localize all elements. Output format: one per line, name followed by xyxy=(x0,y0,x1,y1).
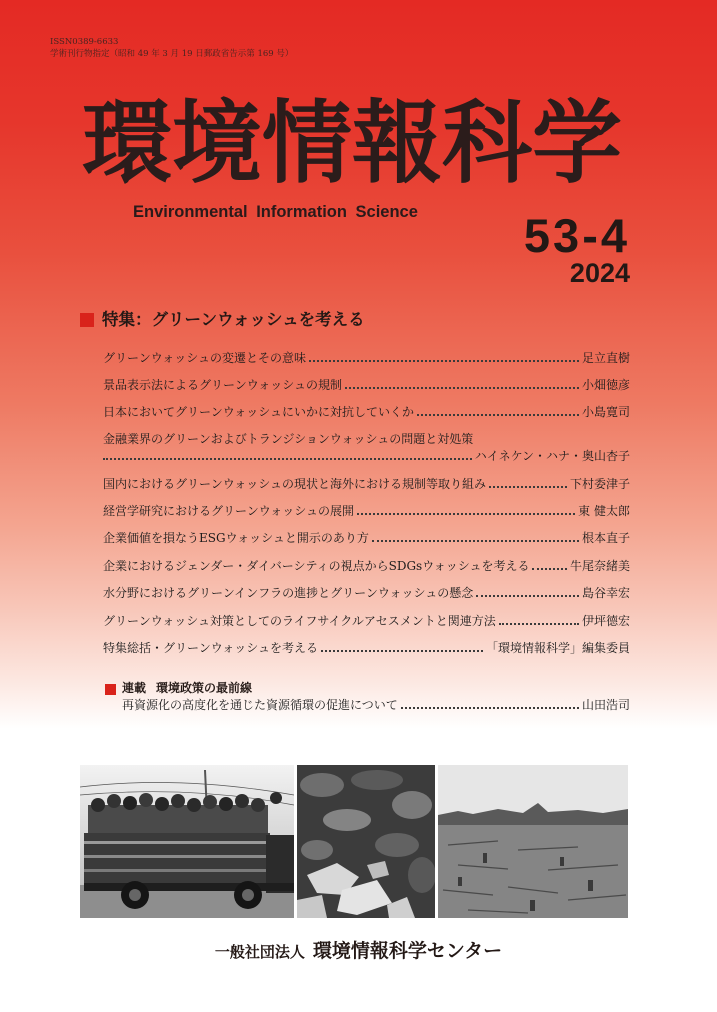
toc-leader xyxy=(489,486,567,488)
series-entry-title: 再資源化の高度化を通じた資源循環の促進について xyxy=(122,698,398,712)
issn: ISSN0389-6633 xyxy=(50,37,119,47)
series-heading xyxy=(122,680,252,696)
toc-entry-author: 「環境情報科学」編集委員 xyxy=(485,641,630,655)
toc-entry-continuation xyxy=(103,448,630,464)
series-entry-author: 山田浩司 xyxy=(581,698,630,712)
toc-entry xyxy=(103,585,630,601)
photo-truck xyxy=(80,765,294,918)
toc-leader xyxy=(357,513,575,515)
toc-entry-title: 景品表示法によるグリーンウォッシュの規制 xyxy=(103,378,343,392)
toc-entry-title: グリーンウォッシュの変遷とその意味 xyxy=(103,351,307,365)
toc-leader xyxy=(476,595,579,597)
toc-entry-author: 下村委津子 xyxy=(569,477,630,491)
toc-leader xyxy=(401,707,579,709)
toc-entry-author: 伊坪德宏 xyxy=(581,614,630,628)
series-label: 連載 xyxy=(122,681,147,695)
feature-heading: 特集：グリーンウォッシュを考える xyxy=(102,310,365,329)
toc-entry-author: 足立直樹 xyxy=(581,351,630,365)
cover-photos xyxy=(80,765,630,918)
toc-leader xyxy=(532,568,567,570)
photo-waste-in-vegetation xyxy=(297,765,435,918)
toc-leader xyxy=(103,458,472,460)
toc-entry xyxy=(103,377,630,393)
toc-entry xyxy=(103,431,630,447)
toc-leader xyxy=(417,414,579,416)
toc-entry xyxy=(103,613,630,629)
toc-leader xyxy=(372,540,579,542)
toc-entry-author: 牛尾奈緒美 xyxy=(569,559,630,573)
toc-entry xyxy=(103,350,630,366)
toc-entry xyxy=(103,558,630,574)
issue-number: 53-4 xyxy=(523,209,630,262)
toc-entry-title: 企業価値を損なうESGウォッシュと開示のあり方 xyxy=(103,531,369,545)
series-entry xyxy=(122,697,630,713)
toc-entry-author: 東 健太郎 xyxy=(578,504,630,518)
toc-entry xyxy=(103,640,630,656)
toc-leader xyxy=(309,360,579,362)
toc-leader xyxy=(321,650,483,652)
publisher-type: 一般社団法人 xyxy=(214,943,305,961)
publication-designation: 学術刊行物指定（昭和 49 年 3 月 19 日郵政省告示第 169 号） xyxy=(50,49,294,59)
toc-entry-author: 小畑徳彦 xyxy=(581,378,630,392)
publisher-name: 環境情報科学センター xyxy=(312,940,503,962)
toc-entry xyxy=(103,476,630,492)
feature-marker-icon xyxy=(80,313,94,327)
toc-entry-author: 小島寛司 xyxy=(581,405,630,419)
toc-leader xyxy=(345,387,579,389)
toc-entry xyxy=(103,503,630,519)
toc-entry-author: 島谷幸宏 xyxy=(581,586,630,600)
series-marker-icon xyxy=(105,684,116,695)
toc-entry-title: 経営学研究におけるグリーンウォッシュの展開 xyxy=(103,504,355,518)
series-title: 環境政策の最前線 xyxy=(156,681,253,695)
toc-leader xyxy=(499,623,579,625)
journal-title: 環境情報科学 xyxy=(82,90,622,196)
publisher xyxy=(0,936,717,963)
toc-entry-author: ハイネケン・ハナ・奥山杏子 xyxy=(474,449,630,463)
issue-year: 2024 xyxy=(569,258,630,288)
toc-entry-title: グリーンウォッシュ対策としてのライフサイクルアセスメントと関連方法 xyxy=(103,614,496,628)
journal-title-english: Environmental Information Science xyxy=(133,203,418,221)
toc-entry-title: 日本においてグリーンウォッシュにいかに対抗していくか xyxy=(103,405,415,419)
toc-entry-title: 国内におけるグリーンウォッシュの現状と海外における規制等取り組み xyxy=(103,477,487,491)
toc-entry-title: 企業におけるジェンダー・ダイバーシティの視点からSDGsウォッシュを考える xyxy=(103,559,530,573)
toc-entry-title: 金融業界のグリーンおよびトランジションウォッシュの問題と対処策 xyxy=(103,432,474,446)
toc-entry xyxy=(103,530,630,546)
photo-deforested-land xyxy=(438,765,628,918)
toc-entry-title: 特集総括・グリーンウォッシュを考える xyxy=(103,641,319,655)
toc-entry-title: 水分野におけるグリーンインフラの進捗とグリーンウォッシュの懸念 xyxy=(103,586,474,600)
toc-entry-author: 根本直子 xyxy=(581,531,630,545)
toc-entry xyxy=(103,404,630,420)
